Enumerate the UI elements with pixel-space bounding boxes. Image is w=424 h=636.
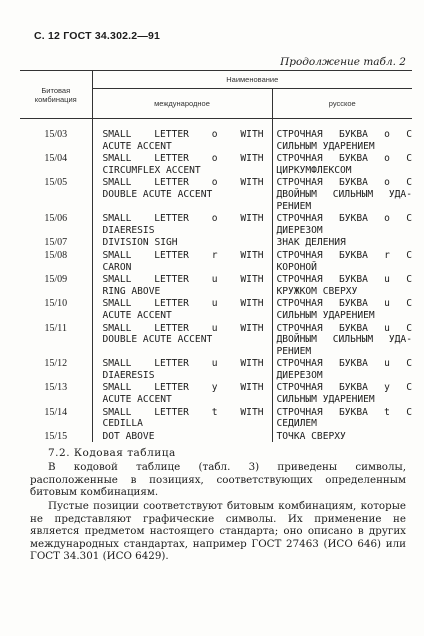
international-name-line: SMALL LETTER y WITH bbox=[102, 382, 264, 394]
international-name-line: DOUBLE ACUTE ACCENT bbox=[102, 188, 213, 200]
character-table bbox=[20, 70, 412, 442]
russian-name-line: СТРОЧНАЯ БУКВА u С bbox=[276, 322, 412, 334]
russian-name-cell bbox=[272, 176, 412, 212]
international-name-line: SMALL LETTER o WITH bbox=[102, 213, 264, 225]
russian-name-cell bbox=[272, 357, 412, 381]
table-row bbox=[20, 152, 412, 176]
international-name-line: CIRCUMFLEX ACCENT bbox=[102, 164, 201, 176]
russian-name-cell bbox=[272, 430, 412, 443]
russian-name-line: СТРОЧНАЯ БУКВА y С bbox=[276, 382, 412, 394]
international-name-line: SMALL LETTER u WITH bbox=[102, 358, 264, 370]
international-name-cell bbox=[92, 381, 272, 405]
international-name-line: ACUTE ACCENT bbox=[102, 394, 172, 406]
bit-combination-cell: 15/04 bbox=[20, 152, 92, 176]
international-name-line: SMALL LETTER o WITH bbox=[102, 153, 264, 165]
page-header: С. 12 ГОСТ 34.302.2—91 bbox=[34, 30, 161, 42]
table-row bbox=[20, 236, 412, 249]
international-name-line: ACUTE ACCENT bbox=[102, 309, 172, 321]
russian-name-line: ДИЕРЕЗОМ bbox=[276, 224, 323, 236]
russian-name-cell bbox=[272, 236, 412, 249]
russian-name-line: СТРОЧНАЯ БУКВА u С bbox=[276, 358, 412, 370]
bit-combination-cell: 15/08 bbox=[20, 249, 92, 273]
russian-name-line: СТРОЧНАЯ БУКВА u С bbox=[276, 274, 412, 286]
russian-name-line: РЕНИЕМ bbox=[276, 200, 312, 212]
international-name-line: RING ABOVE bbox=[102, 285, 161, 297]
paragraph-1-text: В кодовой таблице (табл. 3) приведены символы, расположенные в позициях, соответствующих определенным битовым комбинациям. bbox=[30, 461, 406, 499]
table-row bbox=[20, 406, 412, 430]
column-header-russian: русское bbox=[272, 89, 412, 119]
table-row bbox=[20, 381, 412, 405]
international-name-cell bbox=[92, 297, 272, 321]
russian-name-cell bbox=[272, 212, 412, 236]
table-row bbox=[20, 119, 412, 153]
russian-name-line: СЕДИЛЕМ bbox=[276, 418, 317, 430]
paragraph-2-text: Пустые позиции соответствуют битовым комбинациям, которые не представляют графические символы. Их применение не является предметом настоящего стандарта; оно описано в других международных стандартах, например ГОСТ 27463 (ИСО 646) или ГОСТ 34.301 (ИСО 6429). bbox=[30, 500, 406, 563]
international-name-cell bbox=[92, 176, 272, 212]
international-name-line: SMALL LETTER t WITH bbox=[102, 406, 264, 418]
table-row bbox=[20, 430, 412, 443]
bit-combination-cell: 15/11 bbox=[20, 322, 92, 358]
table-row bbox=[20, 176, 412, 212]
international-name-line: DIAERESIS bbox=[102, 369, 155, 381]
international-name-cell bbox=[92, 119, 272, 153]
table-body bbox=[20, 119, 412, 443]
bit-combination-cell: 15/12 bbox=[20, 357, 92, 381]
international-name-line: SMALL LETTER r WITH bbox=[102, 249, 264, 261]
international-name-line: DIVISION SIGH bbox=[102, 237, 178, 249]
bit-combination-cell: 15/09 bbox=[20, 273, 92, 297]
russian-name-line: СТРОЧНАЯ БУКВА o С bbox=[276, 129, 412, 140]
russian-name-cell bbox=[272, 273, 412, 297]
international-name-cell bbox=[92, 273, 272, 297]
russian-name-line: РЕНИЕМ bbox=[276, 345, 312, 357]
international-name-cell bbox=[92, 152, 272, 176]
russian-name-line: СТРОЧНАЯ БУКВА o С bbox=[276, 153, 412, 165]
section-title: 7.2. Кодовая таблица bbox=[48, 447, 176, 459]
international-name-line: CEDILLA bbox=[102, 418, 143, 430]
russian-name-line: ДВОЙНЫМ СИЛЬНЫМ УДА- bbox=[276, 334, 412, 346]
table-row bbox=[20, 297, 412, 321]
bit-combination-cell: 15/03 bbox=[20, 119, 92, 153]
russian-name-cell bbox=[272, 297, 412, 321]
russian-name-line: ЗНАК ДЕЛЕНИЯ bbox=[276, 237, 346, 249]
column-header-international: международное bbox=[92, 89, 272, 119]
international-name-line: SMALL LETTER u WITH bbox=[102, 322, 264, 334]
international-name-cell bbox=[92, 322, 272, 358]
international-name-line: DOT ABOVE bbox=[102, 430, 155, 442]
international-name-cell bbox=[92, 406, 272, 430]
bit-combination-cell: 15/05 bbox=[20, 176, 92, 212]
table-row bbox=[20, 273, 412, 297]
table-row bbox=[20, 357, 412, 381]
russian-name-line: СТРОЧНАЯ БУКВА o С bbox=[276, 177, 412, 189]
russian-name-line: СТРОЧНАЯ БУКВА u С bbox=[276, 298, 412, 310]
bit-combination-cell: 15/07 bbox=[20, 236, 92, 249]
table-row bbox=[20, 212, 412, 236]
russian-name-cell bbox=[272, 152, 412, 176]
paragraph-2 bbox=[30, 500, 406, 563]
international-name-line: SMALL LETTER u WITH bbox=[102, 274, 264, 286]
russian-name-line: СТРОЧНАЯ БУКВА o С bbox=[276, 213, 412, 225]
international-name-cell bbox=[92, 249, 272, 273]
international-name-cell bbox=[92, 357, 272, 381]
russian-name-line: ДВОЙНЫМ СИЛЬНЫМ УДА- bbox=[276, 188, 412, 200]
russian-name-cell bbox=[272, 381, 412, 405]
bit-combination-cell: 15/13 bbox=[20, 381, 92, 405]
russian-name-line: СТРОЧНАЯ БУКВА r С bbox=[276, 249, 412, 261]
table-row bbox=[20, 322, 412, 358]
bit-combination-cell: 15/10 bbox=[20, 297, 92, 321]
table-row bbox=[20, 249, 412, 273]
international-name-line: SMALL LETTER o WITH bbox=[102, 177, 264, 189]
russian-name-line: СИЛЬНЫМ УДАРЕНИЕМ bbox=[276, 309, 375, 321]
paragraph-1 bbox=[30, 461, 406, 499]
international-name-line: CARON bbox=[102, 261, 132, 273]
international-name-cell bbox=[92, 430, 272, 443]
bit-combination-cell: 15/06 bbox=[20, 212, 92, 236]
russian-name-cell bbox=[272, 322, 412, 358]
russian-name-line: КРУЖКОМ СВЕРХУ bbox=[276, 285, 358, 297]
russian-name-cell bbox=[272, 406, 412, 430]
international-name-line: ACUTE ACCENT bbox=[102, 140, 172, 152]
russian-name-line: ТОЧКА СВЕРХУ bbox=[276, 430, 346, 442]
table-continuation-label: Продолжение табл. 2 bbox=[280, 56, 406, 68]
russian-name-line: СТРОЧНАЯ БУКВА t С bbox=[276, 406, 412, 418]
international-name-line: DOUBLE ACUTE ACCENT bbox=[102, 334, 213, 346]
international-name-line: SMALL LETTER u WITH bbox=[102, 298, 264, 310]
russian-name-line: СИЛЬНЫМ УДАРЕНИЕМ bbox=[276, 394, 375, 406]
bit-combination-cell: 15/14 bbox=[20, 406, 92, 430]
russian-name-line: КОРОНОЙ bbox=[276, 261, 317, 273]
russian-name-line: ЦИРКУМФЛЕКСОМ bbox=[276, 164, 352, 176]
bit-combination-cell: 15/15 bbox=[20, 430, 92, 443]
russian-name-cell bbox=[272, 119, 412, 153]
russian-name-line: ДИЕРЕЗОМ bbox=[276, 369, 323, 381]
international-name-cell bbox=[92, 212, 272, 236]
russian-name-cell bbox=[272, 249, 412, 273]
column-header-name: Наименование bbox=[92, 71, 412, 89]
column-header-bit-combination: Битовая комбинация bbox=[20, 71, 92, 119]
international-name-line: SMALL LETTER o WITH bbox=[102, 129, 264, 140]
russian-name-line: СИЛЬНЫМ УДАРЕНИЕМ bbox=[276, 140, 375, 152]
international-name-cell bbox=[92, 236, 272, 249]
international-name-line: DIAERESIS bbox=[102, 224, 155, 236]
